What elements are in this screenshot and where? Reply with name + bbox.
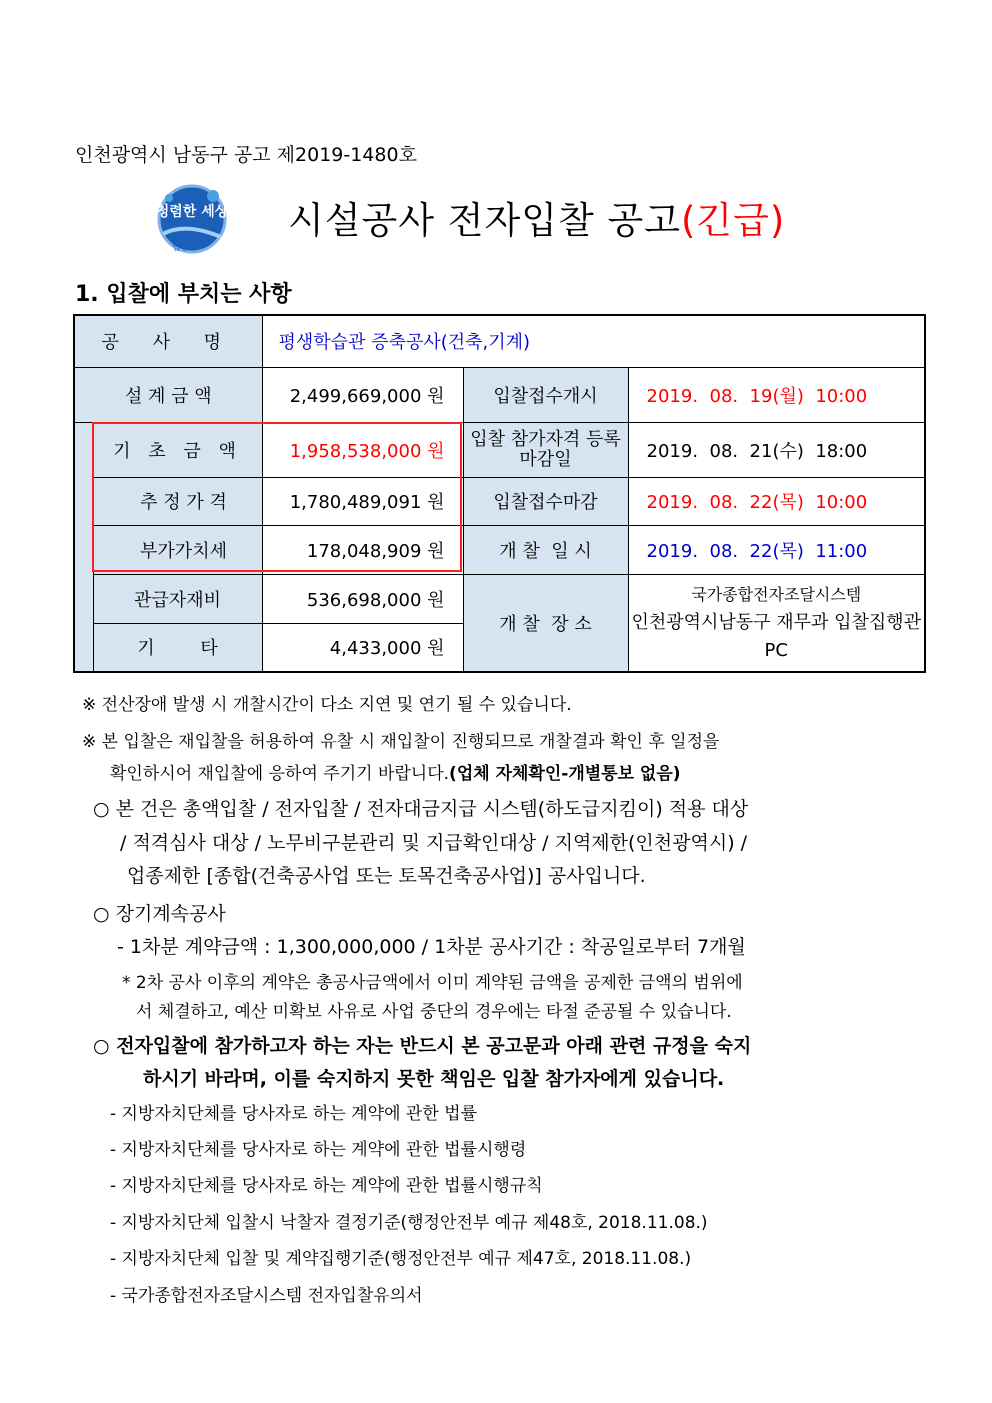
regulation-item: - 지방자치단체를 당사자로 하는 계약에 관한 법률시행규칙 [110,1176,543,1196]
regulation-item: - 지방자치단체를 당사자로 하는 계약에 관한 법률 [110,1104,477,1124]
etc-label: 기 타 [93,623,262,672]
paragraph-1-line3: 업종제한 [종합(건축공사업 또는 토목건축공사업)] 공사입니다. [127,865,646,887]
vat-label: 부가가치세 [93,525,262,574]
reg-deadline-label: 입찰 참가자격 등록 마감일 [463,422,628,477]
paragraph-3-line1: ○ 전자입찰에 참가하고자 하는 자는 반드시 본 공고문과 아래 관련 규정을 숙지 [93,1035,752,1057]
regulation-item: - 지방자치단체 입찰시 낙찰자 결정기준(행정안전부 예규 제48호, 2018.11.08.) [110,1213,708,1233]
paragraph-1-line1: ○ 본 건은 총액입찰 / 전자입찰 / 전자대금지급 시스템(하도급지킴이) 적용 대상 [93,798,749,820]
project-name-value: 평생학습관 증축공사(건축,기계) [262,315,925,367]
paragraph-1-line2: / 적격심사 대상 / 노무비구분관리 및 지급확인대상 / 지역제한(인천광역시) / [120,832,748,854]
regulation-item: - 국가종합전자조달시스템 전자입찰유의서 [110,1286,423,1306]
logo-text: 청렴한 세상 [155,204,229,220]
opening-time-label: 개 찰 일 시 [463,525,628,574]
estimated-price-label: 추 정 가 격 [93,477,262,525]
bid-start-value: 2019. 08. 19(월) 10:00 [628,367,925,422]
note-2-line2: 확인하시어 재입찰에 응하여 주기기 바랍니다.(업체 자체확인-개별통보 없음) [110,764,681,784]
opening-place-line2: 인천광역시남동구 재무과 입찰집행관 PC [631,611,922,661]
bid-info-table [73,314,926,673]
opening-place-label: 개 찰 장 소 [463,574,628,672]
materials-value: 536,698,000 원 [262,574,463,623]
base-amount-label: 기 초 금 액 [93,422,262,477]
notice-number: 인천광역시 남동구 공고 제2019-1480호 [75,144,417,166]
table-indent [74,422,93,672]
estimated-price-value: 1,780,489,091 원 [262,477,463,525]
regulation-item: - 지방자치단체 입찰 및 계약집행기준(행정안전부 예규 제47호, 2018.11.08.) [110,1249,692,1269]
reg-deadline-value: 2019. 08. 21(수) 18:00 [628,422,925,477]
etc-value: 4,433,000 원 [262,623,463,672]
logo-sub-text: 남동구 [171,243,199,253]
paragraph-2: ○ 장기계속공사 [93,903,226,925]
note-2-line1: ※ 본 입찰은 재입찰을 허용하여 유찰 시 재입찰이 진행되므로 개찰결과 확인 후 일정을 [82,732,720,752]
note-1: ※ 전산장애 발생 시 개찰시간이 다소 지연 및 연기 될 수 있습니다. [82,695,572,715]
logo [155,182,229,256]
design-amount-label: 설 계 금 액 [74,367,262,422]
title-urgent: (긴급) [680,199,786,242]
opening-place-line1: 국가종합전자조달시스템 [691,584,862,604]
materials-label: 관급자재비 [93,574,262,623]
bid-deadline-value: 2019. 08. 22(목) 10:00 [628,477,925,525]
base-amount-value: 1,958,538,000 원 [262,422,463,477]
design-amount-value: 2,499,669,000 원 [262,367,463,422]
project-name-label: 공 사 명 [74,315,262,367]
page-title [288,190,785,244]
paragraph-2-note-line2: 서 체결하고, 예산 미확보 사유로 사업 중단의 경우에는 타절 준공될 수 있습니다. [136,1002,732,1022]
paragraph-3-line2: 하시기 바라며, 이를 숙지하지 못한 책임은 입찰 참가자에게 있습니다. [143,1068,725,1090]
logo-emblem-icon [155,182,229,256]
opening-place-value [628,574,925,672]
paragraph-2-sub: - 1차분 계약금액 : 1,300,000,000 / 1차분 공사기간 : 착공일로부터 7개월 [117,936,746,958]
opening-time-value: 2019. 08. 22(목) 11:00 [628,525,925,574]
regulation-item: - 지방자치단체를 당사자로 하는 계약에 관한 법률시행령 [110,1140,527,1160]
title-main: 시설공사 전자입찰 공고 [288,199,681,242]
section-heading: 1. 입찰에 부치는 사항 [75,282,292,307]
bid-start-label: 입찰접수개시 [463,367,628,422]
bid-deadline-label: 입찰접수마감 [463,477,628,525]
vat-value: 178,048,909 원 [262,525,463,574]
paragraph-2-note-line1: * 2차 공사 이후의 계약은 총공사금액에서 이미 계약된 금액을 공제한 금액의 범위에 [122,973,743,993]
